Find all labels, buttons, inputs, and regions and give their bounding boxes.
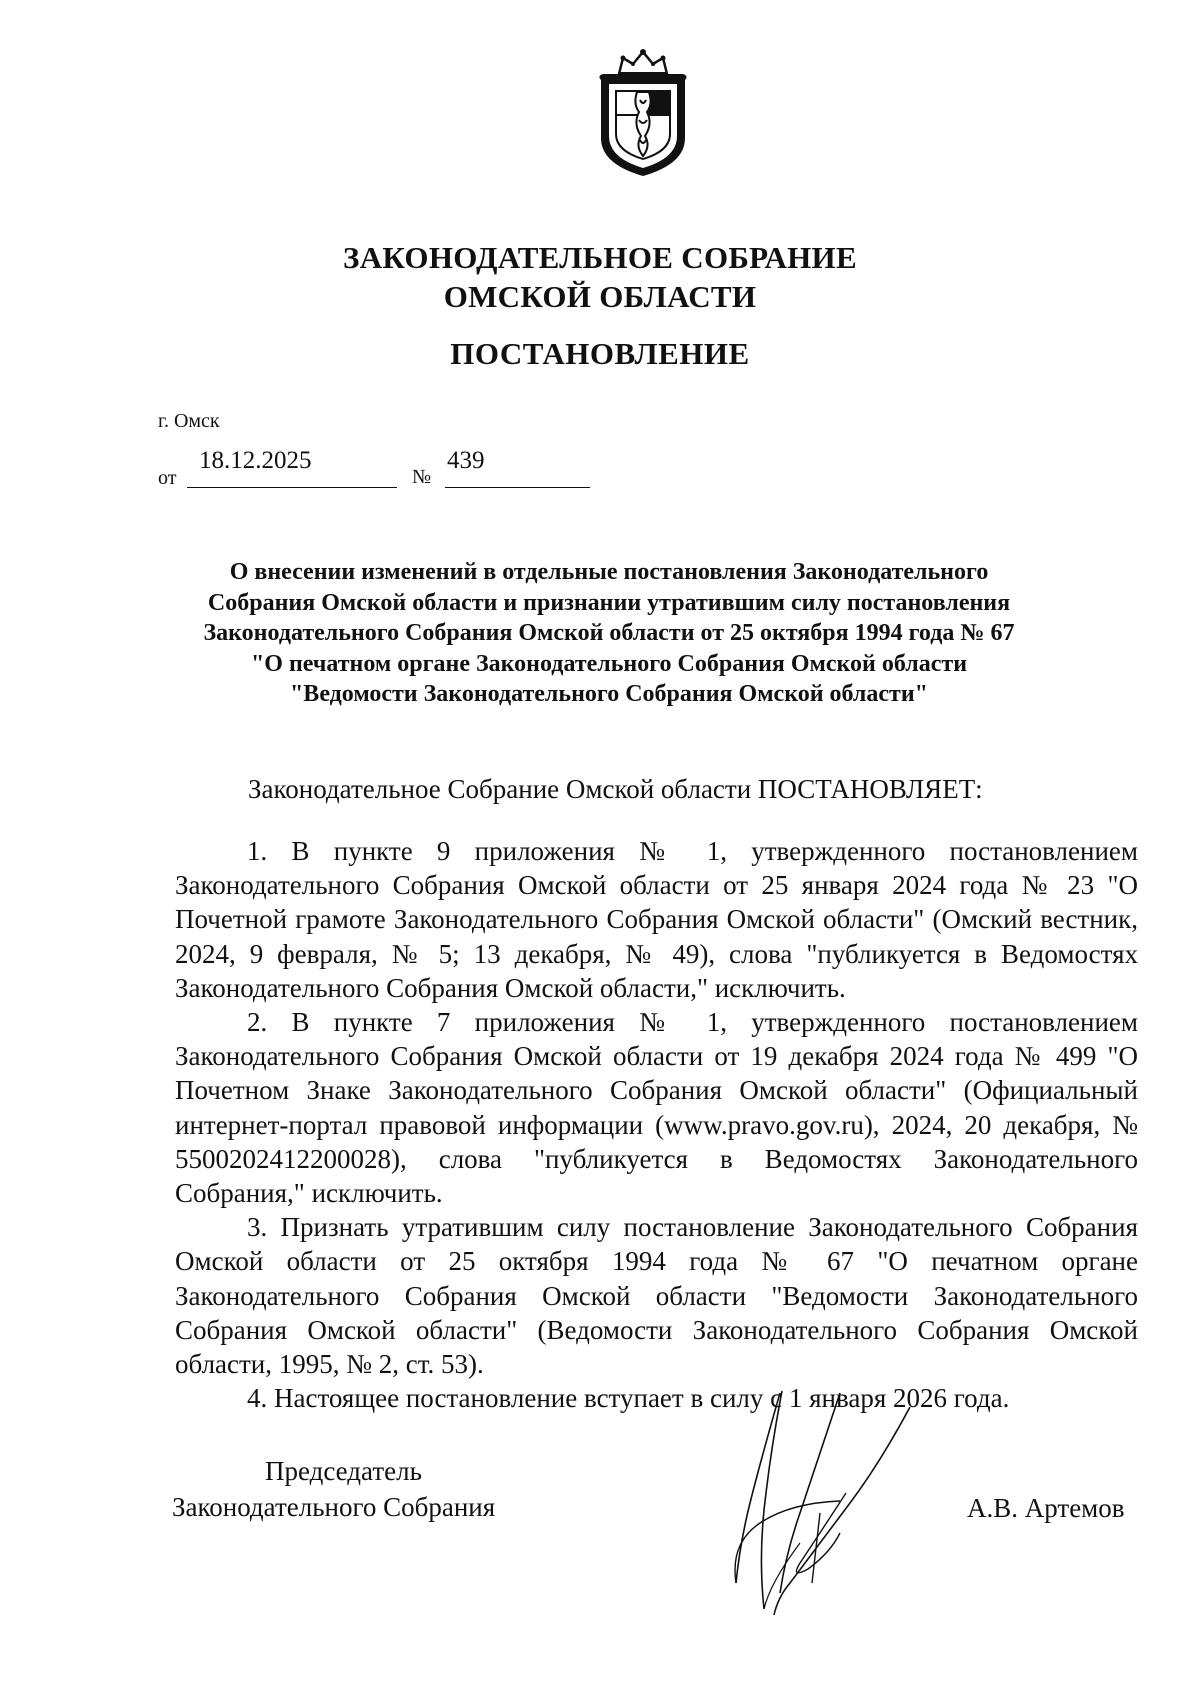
document-body bbox=[175, 834, 1138, 1415]
preamble: Законодательное Собрание Омской области ПОСТАНОВЛЯЕТ: bbox=[248, 774, 983, 804]
subject-line: Законодательного Собрания Омской области от 25 октября 1994 года № 67 bbox=[203, 620, 1015, 646]
date-number-line bbox=[158, 447, 598, 487]
document-subject bbox=[150, 557, 1068, 710]
signature-icon bbox=[720, 1383, 930, 1623]
number-prefix-label: № bbox=[412, 466, 432, 488]
signer-name: А.В. Артемов bbox=[967, 1493, 1125, 1523]
document-date: 18.12.2025 bbox=[199, 447, 312, 474]
date-prefix-label: от bbox=[158, 467, 177, 489]
clause-1: 1. В пункте 9 приложения № 1, утвержденного постановлением Законодательного Собрания Омской области от 25 января 2024 года № 23 "О Почетной грамоте Законодательного Собрания Омской области" (Омский вестник, 2024, 9 февраля, № 5; 13 декабря, № 49), слова "публикуется в Ведомостях Законодательного Собрания Омской области," исключить. bbox=[175, 836, 1138, 1003]
subject-line: "О печатном органе Законодательного Собрания Омской области bbox=[250, 650, 968, 677]
organization-name-line2: ОМСКОЙ ОБЛАСТИ bbox=[443, 279, 757, 314]
number-field bbox=[445, 447, 590, 488]
document-number: 439 bbox=[447, 447, 485, 474]
position-line2: Законодательного Собрания bbox=[172, 1492, 496, 1522]
subject-line: "Ведомости Законодательного Собрания Омской области" bbox=[289, 681, 928, 707]
city-label: г. Омск bbox=[158, 410, 220, 432]
clause-4: 4. Настоящее постановление вступает в силу с 1 января 2026 года. bbox=[247, 1383, 1010, 1414]
subject-line: Собрания Омской области и признании утратившим силу постановления bbox=[207, 589, 1011, 616]
signatory-position bbox=[172, 1453, 495, 1525]
clause-2: 2. В пункте 7 приложения № 1, утвержденного постановлением Законодательного Собрания Омской области от 19 декабря 2024 года № 499 "О Почетном Знаке Законодательного Собрания Омской области" (Официальный интернет-портал правовой информации (www.pravo.gov.ru), 2024, 20 декабря, № 5500202412200028), слова "публикуется в Ведомостях Законодательного Собрания," исключить. bbox=[175, 1007, 1138, 1209]
subject-line: О внесении изменений в отдельные постановления Законодательного bbox=[229, 559, 989, 585]
date-field bbox=[187, 447, 397, 488]
organization-name-line1: ЗАКОНОДАТЕЛЬНОЕ СОБРАНИЕ bbox=[343, 240, 857, 275]
clause-3: 3. Признать утратившим силу постановление Законодательного Собрания Омской области от 25 октября 1994 года № 67 "О печатном органе Законодательного Собрания Омской области "Ведомости Законодательного Собрания Омской области" (Ведомости Законодательного Собрания Омской области, 1995, № 2, ст. 53). bbox=[175, 1212, 1138, 1380]
position-line1: Председатель bbox=[265, 1456, 422, 1486]
coat-of-arms-icon bbox=[589, 46, 697, 180]
document-type-title: ПОСТАНОВЛЕНИЕ bbox=[450, 336, 750, 371]
